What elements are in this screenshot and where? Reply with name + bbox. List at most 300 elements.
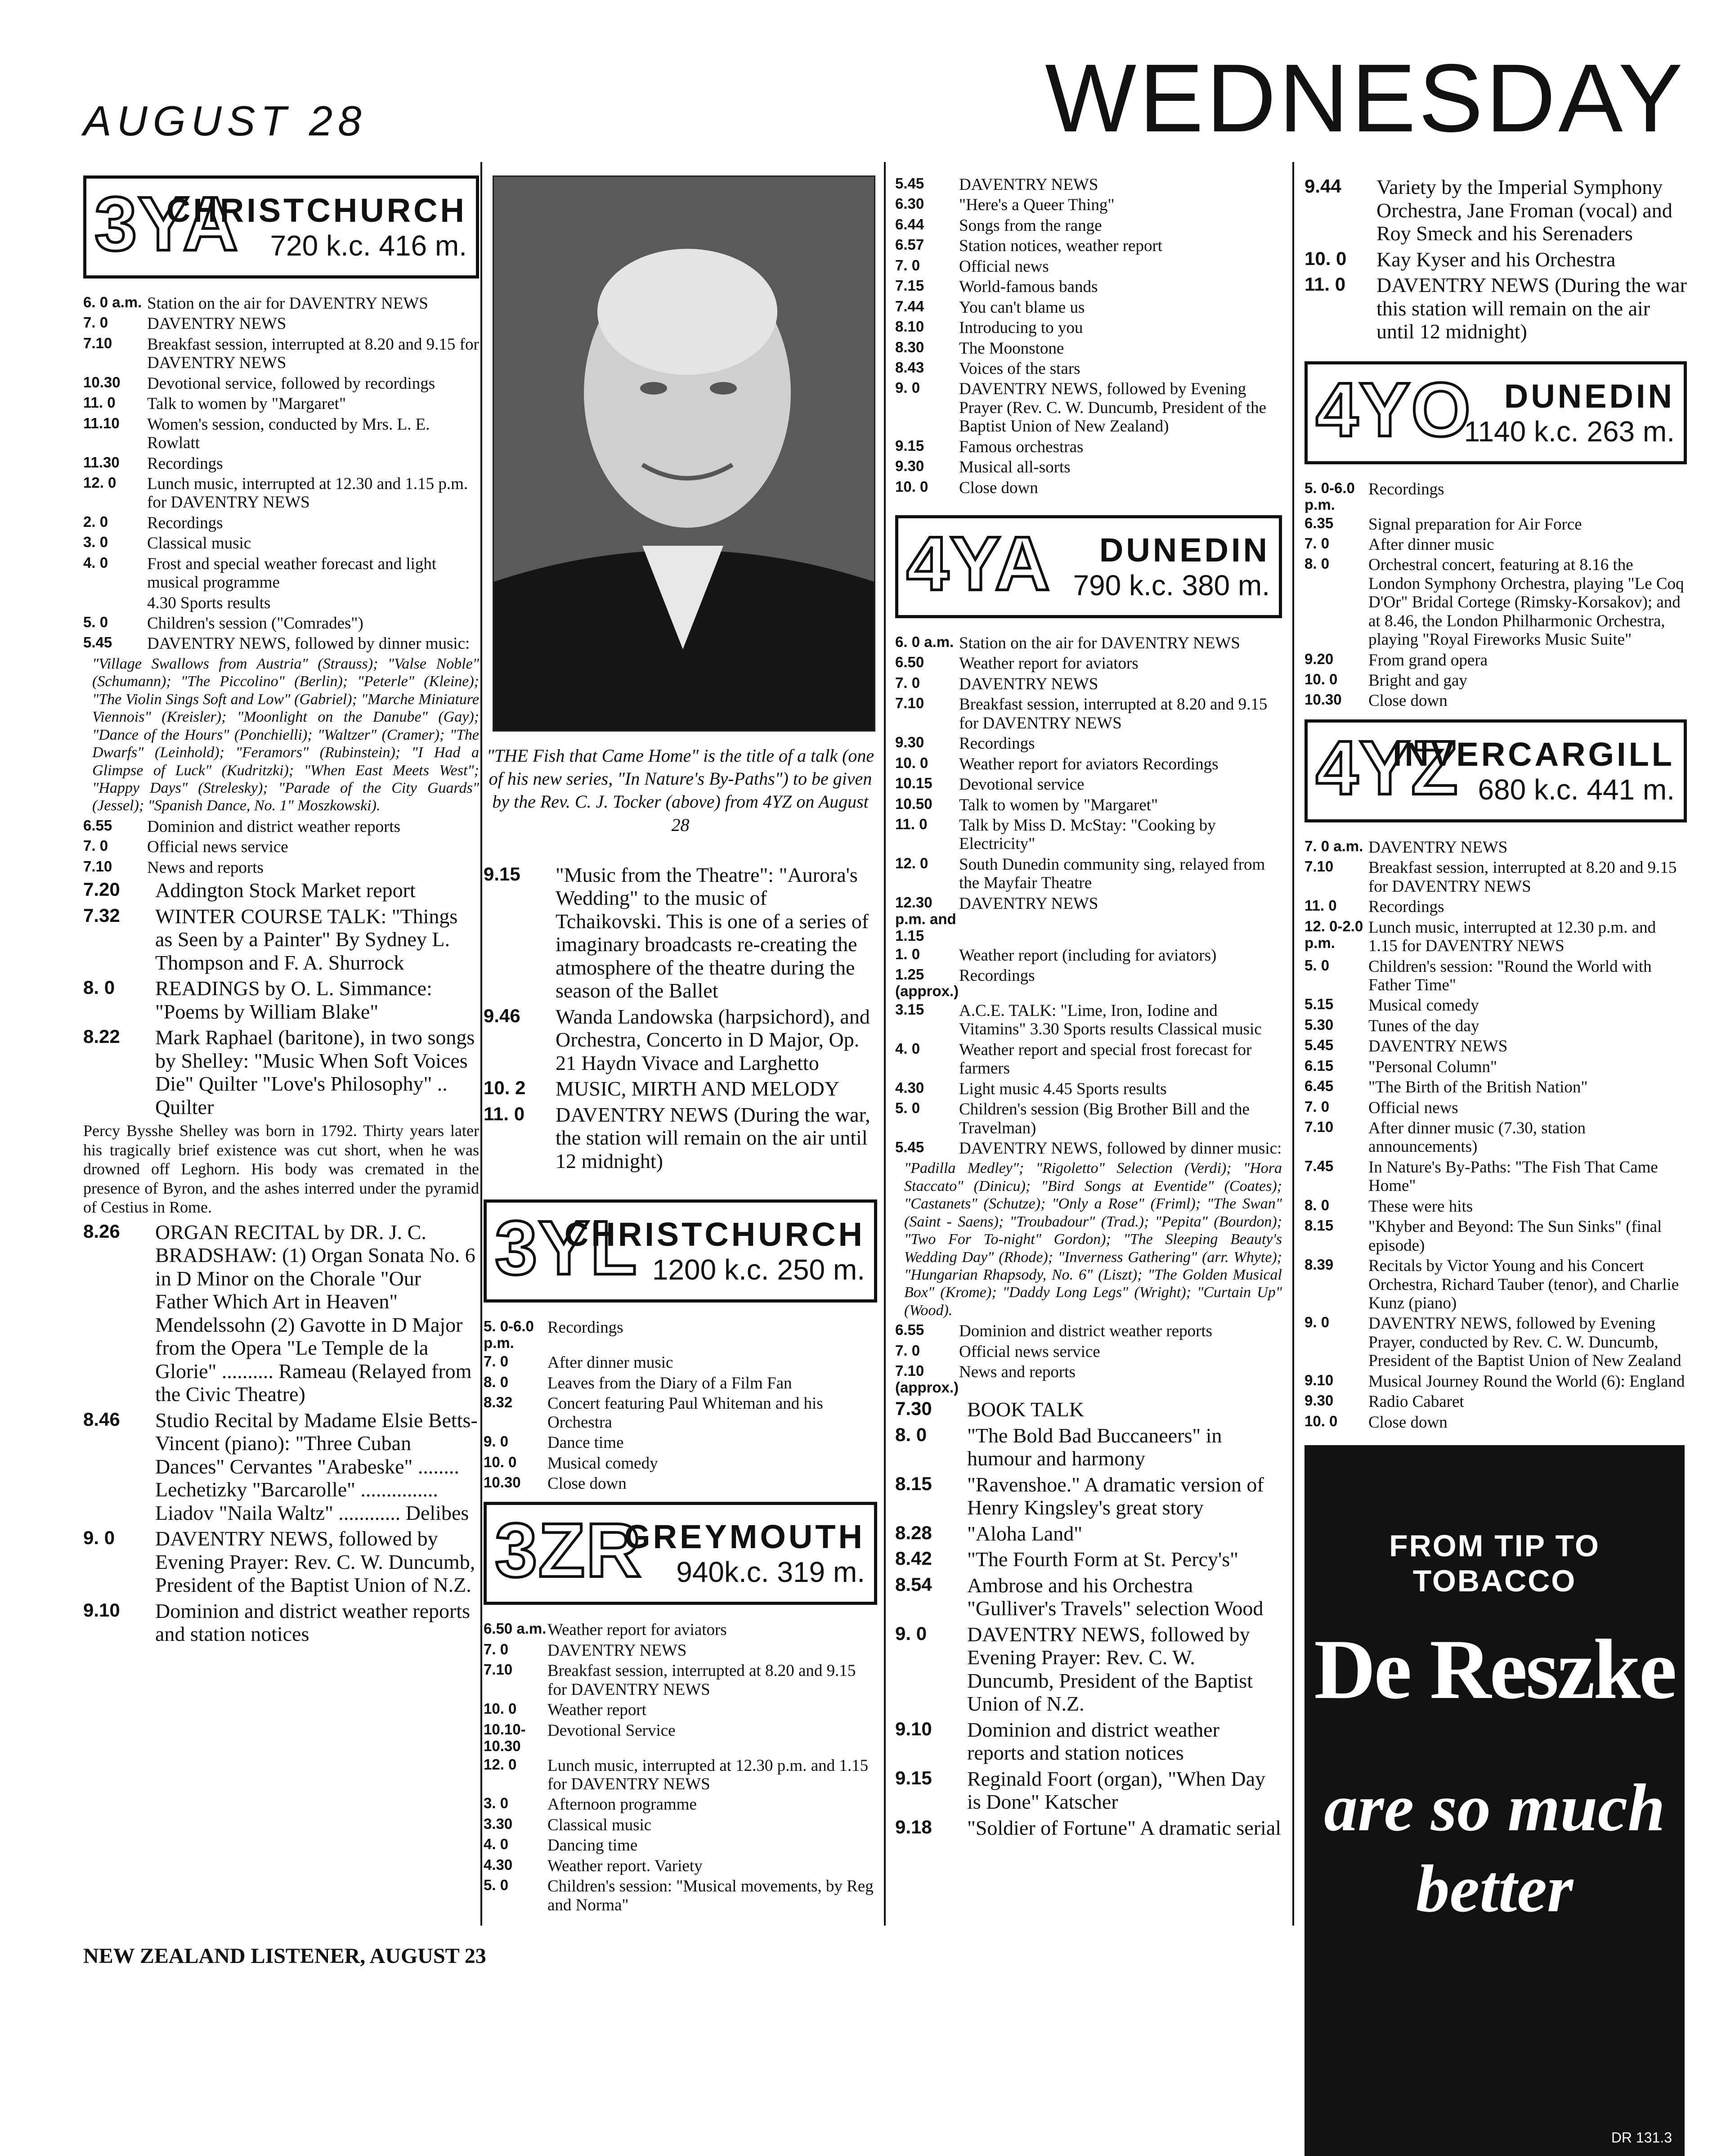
programme-list <box>484 1318 877 1493</box>
ad-headline: FROM TIP TO TOBACCO <box>1389 1529 1600 1599</box>
programme-description: Reginald Foort (organ), "When Day is Done" Katscher <box>967 1767 1266 1814</box>
programme-row <box>83 905 479 975</box>
programme-time: 3. 0 <box>83 534 108 551</box>
programme-row <box>895 278 1282 296</box>
column-rule <box>1292 162 1294 1926</box>
programme-description: Close down <box>1368 1413 1448 1432</box>
station-badge-3zr <box>484 1502 877 1605</box>
programme-time: 9. 0 <box>895 379 920 396</box>
programme-row <box>484 1374 877 1392</box>
programme-row <box>895 816 1282 853</box>
programme-row <box>1305 858 1687 896</box>
programme-time: 8.46 <box>83 1408 120 1430</box>
programme-time: 11. 0 <box>83 394 116 411</box>
programme-time: 10.30 <box>83 373 121 391</box>
programme-description: Children's session: "Musical movements, by Reg and Norma" <box>547 1877 874 1914</box>
programme-time: 6.57 <box>895 236 924 253</box>
programme-description: Radio Cabaret <box>1368 1392 1464 1411</box>
programme-row <box>895 257 1282 276</box>
programme-time: 10.30 <box>484 1473 521 1491</box>
programme-row <box>83 314 479 333</box>
programme-description: Weather report <box>547 1701 646 1720</box>
programme-time: 8.30 <box>895 338 924 355</box>
programme-row <box>83 634 479 653</box>
programme-row <box>1305 996 1687 1015</box>
programme-row <box>484 1877 877 1914</box>
programme-description: "Here's a Queer Thing" <box>959 196 1115 215</box>
programme-row <box>895 1767 1282 1814</box>
programme-description: Weather report for aviators <box>959 654 1139 673</box>
programme-time <box>83 594 147 612</box>
programme-time: 9.18 <box>895 1816 932 1837</box>
programme-time: 5. 0 <box>83 614 108 630</box>
programme-time: 12. 0 <box>83 474 117 491</box>
programme-description: Mark Raphael (baritone), in two songs by Shelley: "Music When Soft Voices Die" Quilter "Love's Philosophy" .. Quilter <box>155 1026 475 1118</box>
programme-description: Breakfast session, interrupted at 8.20 and 9.15 for DAVENTRY NEWS <box>547 1662 856 1699</box>
programme-time: 6.55 <box>895 1321 924 1339</box>
programme-time: 10. 0 <box>484 1453 517 1470</box>
programme-time: 11. 0 <box>1305 274 1346 295</box>
programme-time: 8. 0 <box>83 977 115 998</box>
programme-description: Musical comedy <box>1368 996 1479 1015</box>
programme-description: Afternoon programme <box>547 1795 697 1814</box>
programme-time: 11. 0 <box>1305 897 1337 914</box>
programme-row <box>484 1621 877 1639</box>
programme-time: 4. 0 <box>83 554 108 571</box>
footer-publication: NEW ZEALAND LISTENER, AUGUST 23 <box>83 1944 486 1968</box>
programme-row <box>895 1002 1282 1039</box>
programme-row <box>484 1005 877 1075</box>
programme-time: 5.45 <box>1305 1037 1334 1054</box>
programme-time: 12. 0 <box>895 854 928 871</box>
programme-time: 8.26 <box>83 1220 120 1242</box>
programme-time: 9.15 <box>895 1767 932 1788</box>
programme-row <box>895 298 1282 317</box>
programme-description: Children's session ("Comrades") <box>147 614 363 633</box>
station-city: INVERCARGILL <box>1393 735 1675 773</box>
programme-row <box>83 1409 479 1525</box>
programme-row <box>1305 535 1687 554</box>
programme-time: 3.15 <box>895 1001 924 1018</box>
programme-description: DAVENTRY NEWS (During the war this station will remain on the air until 12 midnight) <box>1376 274 1687 343</box>
programme-time: 8.39 <box>1305 1256 1334 1273</box>
programme-row <box>895 894 1282 944</box>
programme-description: Weather report and special frost forecast for farmers <box>959 1040 1252 1078</box>
programme-time: 8.54 <box>895 1573 932 1595</box>
programme-description: Children's session: "Round the World with Father Time" <box>1368 957 1652 994</box>
programme-time: 7.32 <box>83 904 120 926</box>
programme-time: 6.30 <box>895 195 924 212</box>
programme-time: 10.15 <box>895 775 932 792</box>
programme-description: Wanda Landowska (harpsichord), and Orchestra, Concerto in D Major, Op. 21 Haydn Vivace and Larghetto <box>556 1005 870 1074</box>
programme-description: You can't blame us <box>959 298 1085 317</box>
programme-description: Talk by Miss D. McStay: "Cooking by Electricity" <box>959 816 1216 853</box>
programme-list-evening <box>1305 175 1687 343</box>
programme-description: News and reports <box>959 1363 1076 1382</box>
programme-description: Close down <box>959 478 1038 497</box>
programme-description: Dancing time <box>547 1836 638 1855</box>
programme-row <box>1305 957 1687 995</box>
programme-description: Breakfast session, interrupted at 8.20 and 9.15 for DAVENTRY NEWS <box>147 335 479 373</box>
programme-row <box>895 796 1282 814</box>
programme-time: 7.10 <box>895 695 924 712</box>
programme-description: South Dunedin community sing, relayed from the Mayfair Theatre <box>959 855 1265 893</box>
programme-description: Devotional Service <box>547 1721 676 1740</box>
programme-row <box>895 319 1282 337</box>
programme-row <box>895 634 1282 652</box>
programme-time: 8.42 <box>895 1548 932 1569</box>
station-city: CHRISTCHURCH <box>166 192 467 229</box>
station-frequency: 1200 k.c. 250 m. <box>652 1253 865 1286</box>
programme-time: 8.43 <box>895 359 924 376</box>
programme-row <box>1305 1217 1687 1255</box>
programme-row <box>83 858 479 877</box>
programme-description: Ambrose and his Orchestra "Gulliver's Travels" selection Wood <box>967 1573 1264 1620</box>
programme-description: Official news service <box>147 838 288 857</box>
programme-row <box>895 479 1282 497</box>
programme-description: Recordings <box>547 1318 623 1337</box>
programme-list <box>895 634 1282 1158</box>
programme-description: "Personal Column" <box>1368 1057 1497 1076</box>
programme-time: 6. 0 a.m. <box>895 633 954 650</box>
programme-row <box>83 395 479 413</box>
programme-row <box>83 454 479 473</box>
programme-description: "Ravenshoe." A dramatic version of Henry Kingsley's great story <box>967 1473 1264 1519</box>
programme-row <box>895 1398 1282 1421</box>
programme-description: Dominion and district weather reports and station notices <box>967 1718 1219 1765</box>
programme-time: 12. 0-2.0 p.m. <box>1305 917 1363 951</box>
programme-description: "The Fourth Form at St. Percy's" <box>967 1548 1238 1571</box>
portrait-illustration <box>494 177 874 730</box>
programme-time: 11.30 <box>83 454 120 471</box>
ad-tagline: better <box>1416 1851 1574 1927</box>
station-city: GREYMOUTH <box>624 1518 865 1556</box>
programme-description: Addington Stock Market report <box>155 879 416 902</box>
station-callsign: 4YA <box>906 521 1051 606</box>
programme-row <box>83 977 479 1023</box>
programme-row <box>895 237 1282 255</box>
programme-description: Weather report for aviators <box>547 1621 727 1639</box>
programme-time: 10. 2 <box>484 1077 526 1099</box>
programme-description: Frost and special weather forecast and light musical programme <box>147 554 437 592</box>
programme-description: Station on the air for DAVENTRY NEWS <box>959 634 1240 652</box>
programme-time: 6.50 a.m. <box>484 1620 547 1637</box>
programme-time: 12. 0 <box>484 1756 517 1773</box>
programme-description: DAVENTRY NEWS, followed by Evening Prayer, conducted by Rev. C. W. Duncumb, President of the Baptist Union of New Zealand <box>1368 1314 1681 1370</box>
programme-row <box>895 1816 1282 1840</box>
programme-row <box>1305 274 1687 343</box>
programme-description: 4.30 Sports results <box>147 593 271 612</box>
programme-row <box>83 294 479 313</box>
programme-row <box>484 863 877 1002</box>
programme-row <box>83 1527 479 1597</box>
programme-description: "Khyber and Beyond: The Sun Sinks" (final episode) <box>1368 1217 1662 1255</box>
programme-row <box>484 1756 877 1794</box>
programme-description: Recitals by Victor Young and his Concert Orchestra, Richard Tauber (tenor), and Charlie Kunz (piano) <box>1368 1257 1679 1312</box>
ad-tagline: are so much <box>1324 1770 1665 1846</box>
programme-description: DAVENTRY NEWS <box>1368 838 1508 857</box>
programme-time: 7. 0 <box>83 837 108 854</box>
ad-code: DR 131.3 <box>1611 2129 1672 2146</box>
programme-time: 7. 0 <box>83 314 108 331</box>
programme-time: 8.22 <box>83 1026 120 1047</box>
programme-row <box>1305 556 1687 649</box>
programme-time: 9. 0 <box>484 1433 509 1450</box>
programme-description: From grand opera <box>1368 651 1488 669</box>
programme-description: "Music from the Theatre": "Aurora's Wedding" to the music of Tchaikovski. This is one of a series of imaginary broadcasts re-creating the atmosphere of the theatre during the season of the Ballet <box>556 863 869 1002</box>
programme-description: In Nature's By-Paths: "The Fish That Came Home" <box>1368 1158 1658 1195</box>
station-callsign: 3YA <box>94 181 239 267</box>
programme-time: 9.30 <box>895 458 924 475</box>
programme-description: DAVENTRY NEWS <box>147 314 287 333</box>
programme-description: Station on the air for DAVENTRY NEWS <box>147 294 428 313</box>
programme-description: After dinner music (7.30, station announcements) <box>1368 1119 1586 1156</box>
programme-time: 6.35 <box>1305 514 1334 531</box>
station-city: DUNEDIN <box>1099 531 1270 569</box>
programme-time: 7. 0 <box>895 674 920 691</box>
programme-time: 6.45 <box>1305 1078 1334 1095</box>
station-frequency: 790 k.c. 380 m. <box>1073 569 1270 602</box>
programme-time: 4.30 <box>895 1079 924 1096</box>
programme-row <box>895 1522 1282 1545</box>
programme-description: Studio Recital by Madame Elsie Betts-Vincent (piano): "Three Cuban Dances" Cervantes "Arabeske" ........ Lechetizky "Barcarolle" ............... Liadov "Naila Waltz" ............ Delibes <box>155 1408 478 1524</box>
programme-row <box>83 594 479 612</box>
programme-time: 10. 0 <box>484 1700 517 1717</box>
programme-description: Musical comedy <box>547 1454 658 1473</box>
programme-row <box>484 1641 877 1660</box>
programme-time: 12.30 p.m. and 1.15 <box>895 894 956 944</box>
programme-row <box>895 1041 1282 1078</box>
programme-row <box>895 695 1282 732</box>
station-badge-4ya <box>895 515 1282 618</box>
programme-time: 7. 0 <box>1305 535 1330 552</box>
programme-row <box>83 838 479 856</box>
programme-time: 9.20 <box>1305 650 1334 667</box>
programme-description: Recordings <box>147 454 223 473</box>
programme-description: Recordings <box>959 966 1035 985</box>
programme-description: Recordings <box>147 513 223 532</box>
programme-row <box>484 1857 877 1875</box>
station-badge-3yl <box>484 1199 877 1303</box>
programme-time: 11. 0 <box>895 815 928 832</box>
programme-time: 10. 0 <box>895 754 928 771</box>
programme-row <box>1305 692 1687 710</box>
programme-time: 9.30 <box>1305 1392 1334 1409</box>
programme-description: DAVENTRY NEWS, followed by Evening Prayer (Rev. C. W. Duncumb, President of the Baptist Union of New Zealand) <box>959 380 1267 436</box>
programme-row <box>895 654 1282 673</box>
programme-row <box>484 1795 877 1814</box>
programme-description: Women's session, conducted by Mrs. L. E. Rowlatt <box>147 415 430 453</box>
programme-row <box>1305 515 1687 534</box>
programme-row <box>484 1816 877 1834</box>
programme-time: 9.10 <box>895 1718 932 1739</box>
ad-brand: De Reszke <box>1314 1622 1675 1717</box>
programme-description: Weather report (including for aviators) <box>959 946 1217 965</box>
programme-time: 8.10 <box>895 318 924 335</box>
programme-row <box>83 879 479 902</box>
programme-time: 10. 0 <box>1305 671 1338 688</box>
programme-description: Dominion and district weather reports <box>147 817 401 836</box>
programme-row <box>895 675 1282 693</box>
programme-row <box>484 1394 877 1432</box>
programme-time: 7.20 <box>83 879 120 900</box>
programme-description: Official news service <box>959 1342 1100 1361</box>
programme-time: 10. 0 <box>1305 247 1347 269</box>
programme-description: Bright and gay <box>1368 671 1467 690</box>
programme-row <box>1305 898 1687 916</box>
programme-time: 5.45 <box>895 1138 924 1155</box>
programme-time: 10.50 <box>895 795 932 812</box>
programme-list <box>83 817 479 877</box>
programme-time: 7.10 (approx.) <box>895 1362 959 1396</box>
programme-description: Official news <box>959 257 1049 276</box>
programme-list-evening <box>895 1398 1282 1839</box>
programme-time: 3. 0 <box>484 1795 509 1812</box>
programme-row <box>895 1139 1282 1158</box>
programme-list <box>1305 838 1687 1432</box>
programme-row <box>895 1473 1282 1519</box>
programme-time: 8. 0 <box>895 1424 927 1445</box>
programme-time: 7. 0 <box>484 1353 509 1370</box>
programme-time: 8. 0 <box>1305 555 1330 572</box>
programme-description: Breakfast session, interrupted at 8.20 and 9.15 for DAVENTRY NEWS <box>959 695 1268 732</box>
programme-time: 7.10 <box>83 334 112 351</box>
programme-time: 8.32 <box>484 1394 513 1411</box>
programme-description: DAVENTRY NEWS <box>959 894 1098 913</box>
programme-description: Musical Journey Round the World (6): England <box>1368 1372 1685 1391</box>
programme-time: 5. 0-6.0 p.m. <box>1305 479 1355 513</box>
programme-row <box>1305 1099 1687 1117</box>
programme-time: 8. 0 <box>1305 1196 1330 1213</box>
programme-time: 7.15 <box>895 277 924 294</box>
programme-description: DAVENTRY NEWS, followed by dinner music: <box>147 634 470 653</box>
programme-time: 8.28 <box>895 1522 932 1543</box>
programme-row <box>1305 1413 1687 1432</box>
programme-description: BOOK TALK <box>967 1398 1084 1421</box>
programme-row <box>1305 175 1687 245</box>
programme-row <box>895 755 1282 773</box>
programme-description: DAVENTRY NEWS, followed by Evening Prayer: Rev. C. W. Duncumb, President of the Baptist Union of N.Z. <box>155 1527 475 1597</box>
programme-row <box>83 335 479 373</box>
station-badge-4yo <box>1305 361 1687 464</box>
programme-time: 7. 0 <box>895 1342 920 1359</box>
photo-caption: "THE Fish that Came Home" is the title of a talk (one of his new series, "In Nature's By-Paths") to be given by the Rev. C. J. Tocker (above) from 4YZ on August 28 <box>486 746 874 835</box>
programme-row <box>895 1080 1282 1098</box>
dinner-music-list: "Padilla Medley"; "Rigoletto" Selection (Verdi); "Hora Staccato" (Dinicu); "Bird Songs at Eventide" (Coates); "Castanets" (Schutze); "Only a Rose" (Friml); "The Swan" (Saint - Saens); "Troubadour" (Trad.); "Pepita" (Bourdon); "Two For To-night" Gordon); "The Sleeping Beauty's Wedding Day" (Rhode); "Inverness Gathering" (arr. Whyte); "Hungarian Rhapsody, No. 6" (Liszt); "The Golden Musical Box" (Krome); "Daddy Long Legs" (Wright); "Curtain Up" (Wood). <box>904 1160 1282 1319</box>
programme-row <box>1305 1058 1687 1076</box>
station-callsign: 4YO <box>1316 367 1472 453</box>
programme-row <box>1305 918 1687 956</box>
programme-time: 7.30 <box>895 1398 932 1419</box>
programme-description: "The Birth of the British Nation" <box>1368 1078 1588 1097</box>
programme-description: Classical music <box>547 1815 652 1834</box>
programme-time: 8.15 <box>895 1473 932 1494</box>
station-frequency: 940k.c. 319 m. <box>676 1556 865 1589</box>
programme-description: ORGAN RECITAL by DR. J. C. BRADSHAW: (1) Organ Sonata No. 6 in D Minor on the Chorale "Our Father Which Art in Heaven" Mendelssohn (2) Gavotte in D Major from the Opera "Le Temple de la Glorie" .......... Rameau (Relayed from the Civic Theatre) <box>155 1220 475 1406</box>
programme-description: Recordings <box>1368 898 1444 916</box>
programme-row <box>83 415 479 453</box>
programme-row <box>895 339 1282 358</box>
programme-description: Talk to women by "Margaret" <box>959 795 1158 814</box>
programme-row <box>484 1454 877 1473</box>
programme-description: Weather report. Variety <box>547 1856 703 1875</box>
programme-time: 5. 0 <box>1305 957 1330 974</box>
programme-time: 10.30 <box>1305 691 1342 708</box>
programme-row <box>1305 248 1687 271</box>
programme-row <box>83 374 479 393</box>
programme-time: 1.25 (approx.) <box>895 966 959 999</box>
programme-time: 7.44 <box>895 297 924 314</box>
programme-row <box>83 817 479 836</box>
station-callsign: 4YZ <box>1316 725 1459 811</box>
programme-row <box>484 1077 877 1100</box>
programme-row <box>895 775 1282 794</box>
programme-row <box>895 1322 1282 1340</box>
programme-time: 10. 0 <box>1305 1412 1338 1429</box>
programme-time: 9.10 <box>83 1599 120 1621</box>
programme-description: Signal preparation for Air Force <box>1368 515 1582 534</box>
programme-row <box>484 1433 877 1452</box>
programme-time: 4.30 <box>484 1856 513 1873</box>
programme-time: 7. 0 <box>1305 1098 1330 1115</box>
station-callsign: 3YL <box>495 1205 638 1291</box>
programme-row <box>895 175 1282 194</box>
programme-description: Talk to women by "Margaret" <box>147 395 346 413</box>
programme-time: 7.10 <box>83 858 112 875</box>
programme-row <box>484 1662 877 1699</box>
programme-time: 11. 0 <box>484 1103 525 1124</box>
day-heading: WEDNESDAY <box>1045 44 1686 152</box>
programme-time: 4. 0 <box>895 1040 920 1057</box>
programme-description: Lunch music, interrupted at 12.30 p.m. and 1.15 for DAVENTRY NEWS <box>547 1756 869 1793</box>
programme-list-evening <box>83 1221 479 1646</box>
column-photo-3yl-3zr <box>484 166 877 1916</box>
programme-description: After dinner music <box>547 1353 673 1372</box>
programme-row <box>1305 1392 1687 1411</box>
programme-row <box>1305 1037 1687 1056</box>
de-reszke-advertisement <box>1305 1445 1685 2156</box>
programme-time: 9.44 <box>1305 175 1341 197</box>
programme-row <box>895 855 1282 893</box>
programme-time: 10. 0 <box>895 478 928 495</box>
programme-time: 5.45 <box>83 634 112 651</box>
programme-row <box>895 1718 1282 1765</box>
programme-description: Light music 4.45 Sports results <box>959 1079 1167 1098</box>
programme-row <box>895 1548 1282 1571</box>
programme-time: 3.30 <box>484 1815 513 1832</box>
programme-list <box>83 294 479 653</box>
programme-description: Close down <box>1368 692 1448 710</box>
programme-row <box>895 380 1282 436</box>
programme-time: 5. 0-6.0 p.m. <box>484 1318 534 1352</box>
programme-row <box>895 1363 1282 1396</box>
programme-row <box>895 196 1282 214</box>
programme-row <box>1305 1314 1687 1370</box>
programme-row <box>895 966 1282 1000</box>
programme-time: 8.15 <box>1305 1217 1334 1234</box>
programme-description: These were hits <box>1368 1197 1473 1216</box>
programme-time: 7. 0 a.m. <box>1305 837 1363 854</box>
programme-description: Dominion and district weather reports <box>959 1322 1213 1341</box>
page-number: 33 <box>1646 1944 1668 1968</box>
programme-row <box>895 458 1282 476</box>
programme-time: 5. 0 <box>484 1877 509 1894</box>
programme-description: DAVENTRY NEWS <box>959 175 1098 194</box>
programme-list <box>1305 480 1687 710</box>
programme-row <box>895 946 1282 965</box>
programme-description: "The Bold Bad Buccaneers" in humour and harmony <box>967 1424 1222 1470</box>
programme-row <box>895 1623 1282 1716</box>
